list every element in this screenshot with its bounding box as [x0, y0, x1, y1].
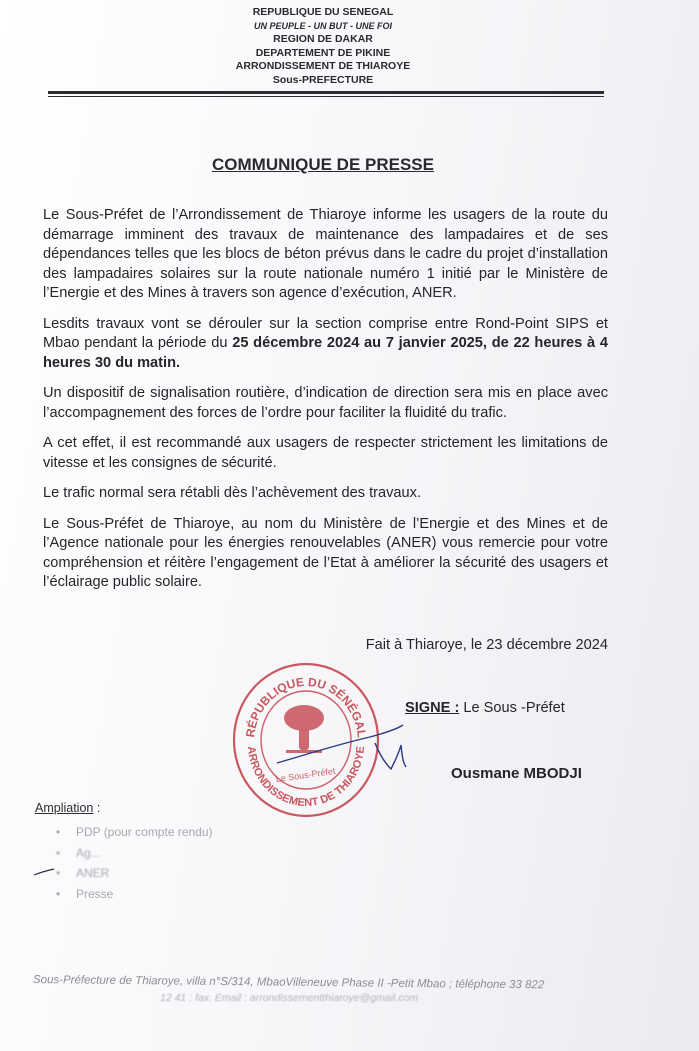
letterhead [0, 6, 646, 87]
paragraph-signage: Un dispositif de signalisation routière, d’indication de direction sera mis en place avec l’accompagnement des forces de l’ordre pour faciliter la fluidité du trafic. [43, 385, 608, 421]
stamp-center-text: Le Sous-Préfet [275, 765, 337, 785]
signature-block [405, 700, 565, 716]
ampliation-item: • Presse [56, 884, 213, 905]
header-rule-thick [48, 91, 604, 94]
ampliation-item: • Ag... [56, 843, 213, 864]
footer-address: Sous-Préfecture de Thiaroye, villa n°S/314, MbaoVilleneuve Phase II -Petit Mbao ; téléphone 33 822 [32, 974, 545, 992]
schedule-dates: 25 décembre 2024 au 7 janvier 2025, de 22 heures à 4 heures 30 du matin. [43, 335, 608, 371]
national-motto: UN PEUPLE - UN BUT - UNE FOI [253, 20, 392, 31]
header-rule-thin [48, 96, 604, 97]
office-heading: Sous-PREFECTURE [272, 73, 374, 86]
ampliation-heading [35, 801, 100, 815]
stamp-top-text: RÉPUBLIQUE DU SÉNÉGAL [243, 674, 369, 739]
ampliation-list [56, 822, 213, 904]
paragraph-thanks: Le Sous-Préfet de Thiaroye, au nom du Ministère de l’Energie et des Mines et de l’Agence nationale pour les énergies renouvelables (ANER) vous remercie pour votre compréhension et réitère l’engagement de l’Etat à améliorer la sécurité des usagers et l’éclairage public solaire. [43, 515, 608, 590]
ampliation-item: • PDP (pour compte rendu) [56, 822, 213, 843]
place-date: Fait à Thiaroye, le 23 décembre 2024 [365, 637, 608, 653]
paragraph-schedule [43, 315, 608, 374]
ampliation-label: Ampliation [35, 801, 94, 815]
document-title: COMMUNIQUE DE PRESSE [212, 155, 434, 174]
signature-role: Le Sous -Préfet [459, 700, 565, 716]
region-heading: REGION DE DAKAR [273, 33, 373, 45]
ampliation-colon: : [93, 801, 101, 815]
document-body [43, 206, 608, 604]
check-mark-icon [33, 867, 55, 877]
schedule-text: Lesdits travaux vont se dérouler sur la section comprise entre Rond-Point SIPS et Mbao pendant la période du [43, 315, 608, 351]
signature-label: SIGNE : [405, 700, 460, 716]
handwritten-signature [275, 715, 410, 775]
signatory-name: Ousmane MBODJI [451, 765, 582, 782]
republic-heading: REPUBLIQUE DU SENEGAL [252, 6, 394, 18]
department-heading: DEPARTEMENT DE PIKINE [255, 46, 391, 59]
stamp-bottom-text: ARRONDISSEMENT DE THIAROYE [244, 745, 368, 810]
ampliation-item: • ANER [56, 863, 213, 884]
paragraph-recommendation: A cet effet, il est recommandé aux usagers de respecter strictement les limitations de vitesse et les consignes de sécurité. [43, 435, 608, 471]
paragraph-intro: Le Sous-Préfet de l’Arrondissement de Thiaroye informe les usagers de la route du démarrage imminent des travaux de maintenance des lampadaires et de ses dépendances telles que les blocs de béton prévus dans le cadre du projet d’installation des lampadaires solaires sur la route nationale numéro 1 initié par le Ministère de l’Energie et des Mines à travers son agence d’exécution, ANER. [43, 207, 608, 301]
footer-contact: 12 41 ; fax. Email : arrondissementthiaroye@gmail.com [160, 992, 419, 1004]
arrondissement-heading: ARRONDISSEMENT DE THIAROYE [235, 60, 411, 72]
paragraph-restoration: Le trafic normal sera rétabli dès l’achèvement des travaux. [43, 485, 421, 501]
